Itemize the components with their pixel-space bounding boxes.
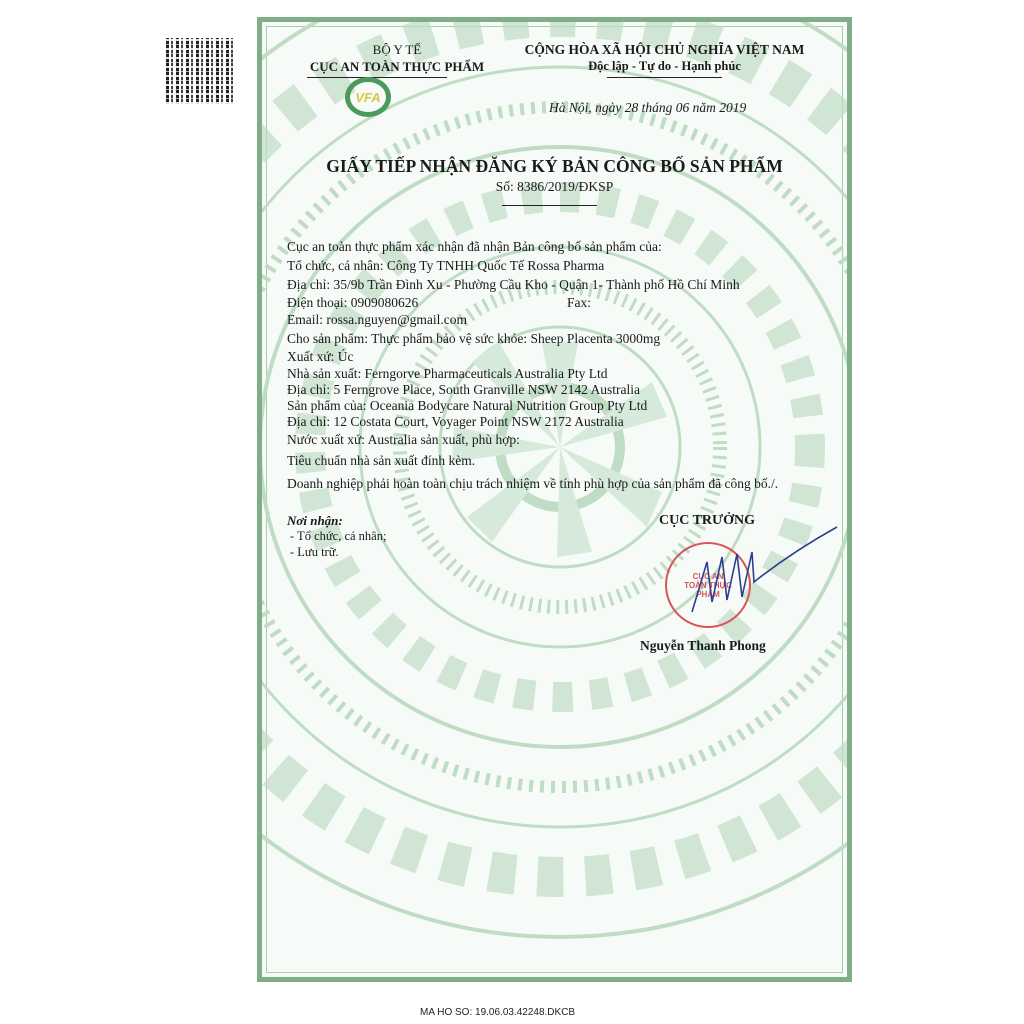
body-line: Email: rossa.nguyen@gmail.com [287, 312, 468, 327]
issue-date: Hà Nội, ngày 28 tháng 06 năm 2019 [549, 100, 747, 115]
file-code: MA HO SO: 19.06.03.42248.DKCB [420, 1007, 576, 1018]
qr-code [166, 38, 236, 104]
country-name: CỘNG HÒA XÃ HỘI CHỦ NGHĨA VIỆT NAM [524, 42, 805, 57]
body-line: Địa chỉ: 5 Ferngrove Place, South Granville NSW 2142 Australia [287, 382, 640, 397]
document-title: GIẤY TIẾP NHẬN ĐĂNG KÝ BẢN CÔNG BỐ SẢN PHẨM [326, 156, 783, 176]
stamp-text: CỤC AN TOÀN THỰC PHẨM [684, 571, 732, 599]
recipients-title: Nơi nhận: [287, 513, 343, 528]
motto: Độc lập - Tự do - Hạnh phúc [588, 59, 741, 73]
body-line: Doanh nghiệp phải hoàn toàn chịu trách nhiệm về tính phù hợp của sản phẩm đã công bố./. [287, 476, 779, 491]
recipient-item: - Tổ chức, cá nhân; [290, 529, 387, 543]
vfa-logo: VFA [345, 77, 391, 117]
signer-name: Nguyễn Thanh Phong [640, 638, 766, 653]
body-line: Nhà sản xuất: Ferngorve Pharmaceuticals Australia Pty Ltd [287, 366, 608, 381]
body-line: Địa chỉ: 35/9b Trần Đình Xu - Phường Cầu Kho - Quận 1- Thành phố Hồ Chí Minh [287, 277, 740, 292]
recipient-item: - Lưu trữ. [290, 545, 339, 559]
fax-label: Fax: [567, 295, 592, 310]
body-line: Cho sản phẩm: Thực phẩm bảo vệ sức khỏe: Sheep Placenta 3000mg [287, 331, 661, 346]
signer-role: CỤC TRƯỞNG [659, 513, 756, 528]
body-line: Sản phẩm của: Oceania Bodycare Natural Nutrition Group Pty Ltd [287, 398, 648, 413]
body-line: Nước xuất xứ: Australia sản xuất, phù hợp: [287, 432, 520, 447]
body-line: Điện thoại: 0909080626 [287, 295, 419, 310]
body-line: Cục an toàn thực phẩm xác nhận đã nhận Bản công bố sản phẩm của: [287, 239, 662, 254]
document-number: Số: 8386/2019/ĐKSP [495, 179, 614, 194]
body-line: Tổ chức, cá nhân: Công Ty TNHH Quốc Tế Rossa Pharma [287, 258, 605, 273]
signature-mark [682, 522, 842, 622]
certificate-document [257, 17, 852, 982]
body-line: Địa chỉ: 12 Costata Court, Voyager Point NSW 2172 Australia [287, 414, 624, 429]
ministry-name: BỘ Y TẾ [372, 42, 422, 57]
body-line: Xuất xứ: Úc [287, 349, 354, 364]
body-line: Tiêu chuẩn nhà sản xuất đính kèm. [287, 453, 476, 468]
agency-name: CỤC AN TOÀN THỰC PHẨM [309, 59, 485, 74]
